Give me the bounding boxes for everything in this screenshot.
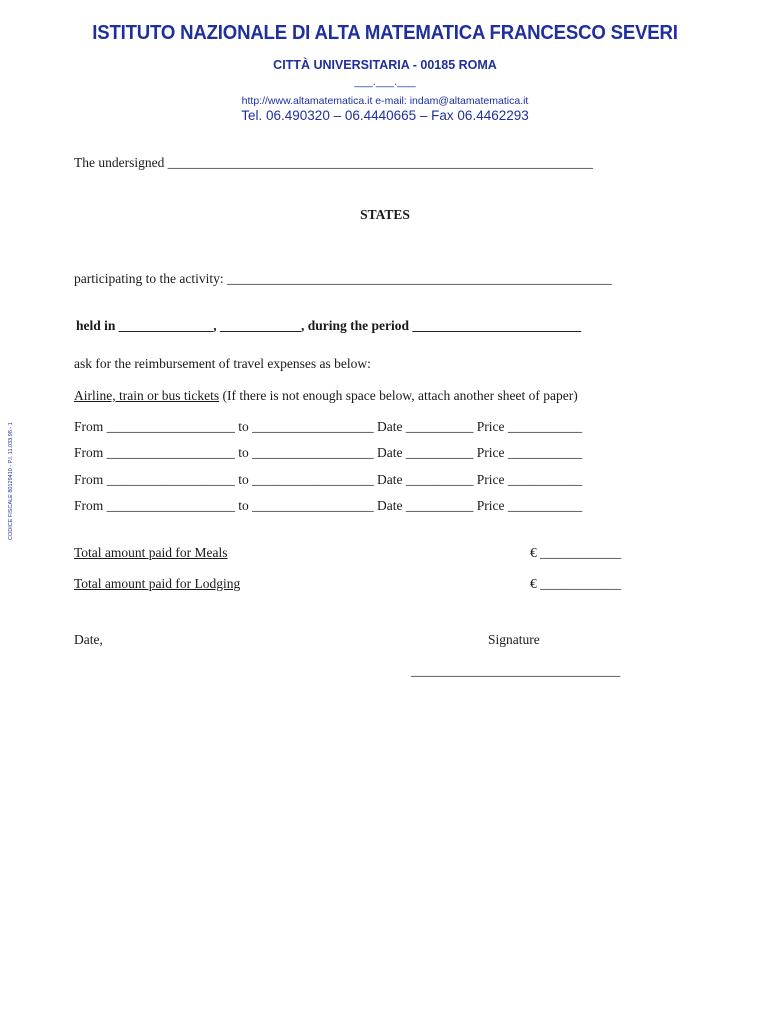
tickets-label: Airline, train or bus tickets [74, 388, 220, 403]
signature-label: Signature [488, 632, 540, 647]
signature-line: _______________________________ [411, 663, 621, 678]
dots-line: ___.___.___ [354, 76, 416, 88]
ticket-row: From ___________________ to __________________ Date __________ Price ___________ [74, 419, 583, 434]
ticket-row: From ___________________ to __________________ Date __________ Price ___________ [74, 472, 583, 487]
lodging-amount: € ____________ [530, 576, 622, 591]
states-heading: STATES [360, 207, 410, 222]
meals-amount: € ____________ [530, 545, 622, 560]
city-address: CITTÀ UNIVERSITARIA - 00185 ROMA [273, 58, 497, 72]
tickets-instruction [74, 388, 578, 404]
tickets-note: (If there is not enough space below, attach another sheet of paper) [219, 388, 578, 403]
institute-title: ISTITUTO NAZIONALE DI ALTA MATEMATICA FRANCESCO SEVERI [92, 22, 678, 44]
web-email-line: http://www.altamatematica.it e-mail: indam@altamatematica.it [241, 95, 529, 107]
fiscal-code-side: CODICE FISCALE 80129410 - P.I. 11.033.98 - 1 [8, 422, 14, 540]
participating-field: participating to the activity: _________________________________________________________ [74, 271, 612, 286]
undersigned-field: The undersigned _______________________________________________________________ [74, 155, 593, 170]
ticket-row: From ___________________ to __________________ Date __________ Price ___________ [74, 498, 583, 513]
date-label: Date, [74, 632, 103, 647]
ticket-row: From ___________________ to __________________ Date __________ Price ___________ [74, 445, 583, 460]
telephone-line: Tel. 06.490320 – 06.4440665 – Fax 06.4462293 [241, 108, 529, 123]
reimbursement-request: ask for the reimbursement of travel expenses as below: [74, 356, 371, 371]
meals-label: Total amount paid for Meals [74, 545, 228, 560]
lodging-label: Total amount paid for Lodging [74, 576, 241, 591]
held-in-field: held in ______________, ____________, during the period _________________________ [76, 318, 582, 333]
